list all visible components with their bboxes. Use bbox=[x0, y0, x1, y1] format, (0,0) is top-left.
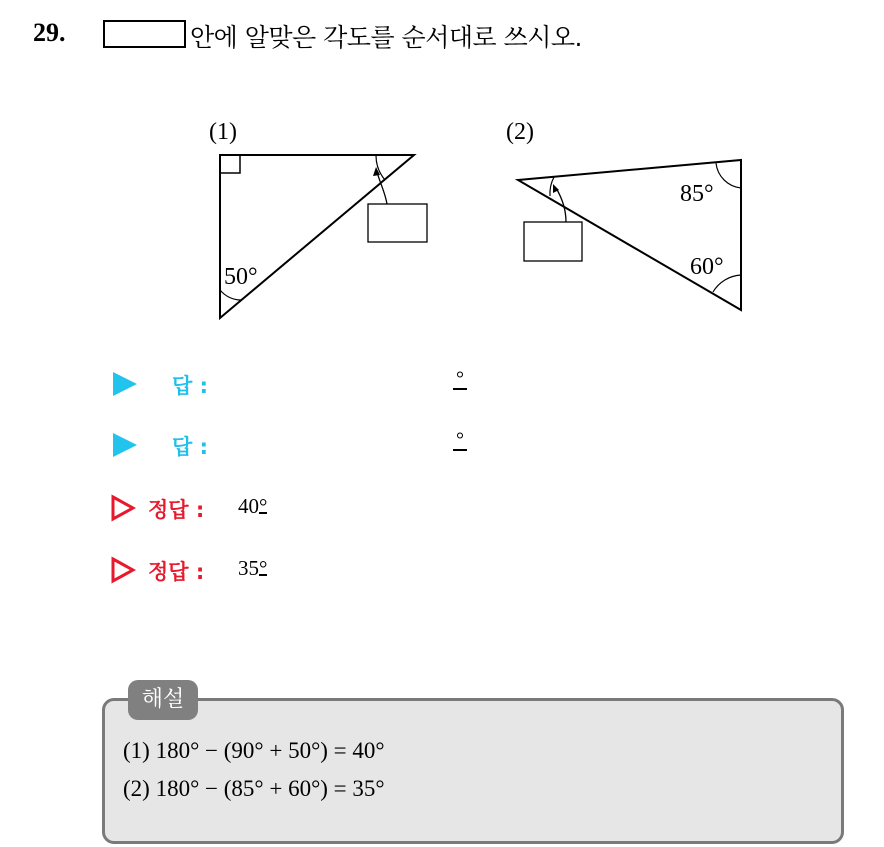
answer-marker-icon bbox=[113, 372, 137, 396]
correct-number-1: 40 bbox=[238, 494, 259, 518]
question-number: 29. bbox=[33, 18, 66, 47]
correct-label-1: 정답 : bbox=[148, 498, 205, 522]
figure-1-label: (1) bbox=[209, 119, 237, 145]
correct-marker-icon bbox=[110, 556, 136, 584]
question-text: 안에 알맞은 각도를 순서대로 쓰시오. bbox=[190, 23, 582, 52]
angle-label-60: 60° bbox=[690, 254, 724, 280]
solution-tab: 해설 bbox=[128, 680, 198, 720]
angle-arc-50 bbox=[220, 290, 241, 300]
solution-box bbox=[102, 698, 844, 844]
correct-value-2 bbox=[238, 556, 267, 581]
answer-marker-icon bbox=[113, 433, 137, 457]
angle-label-85: 85° bbox=[680, 181, 714, 207]
angle-label-50: 50° bbox=[224, 264, 258, 290]
solution-line-1: (1) 180° − (90° + 50°) = 40° bbox=[123, 738, 385, 763]
answer-label-2: 답 : bbox=[172, 435, 208, 459]
answer-label-1: 답 : bbox=[172, 374, 208, 398]
angle-arc-top bbox=[376, 155, 385, 180]
correct-number-2: 35 bbox=[238, 556, 259, 580]
solution-line-2: (2) 180° − (85° + 60°) = 35° bbox=[123, 776, 385, 801]
figure-1 bbox=[220, 155, 427, 318]
unknown-angle-box-1 bbox=[368, 204, 427, 242]
answer-unit-1: ° bbox=[453, 372, 467, 390]
answer-unit-2: ° bbox=[453, 433, 467, 451]
correct-marker-icon bbox=[110, 494, 136, 522]
angle-arc-85 bbox=[716, 163, 741, 188]
figure-2-label: (2) bbox=[506, 119, 534, 145]
correct-label-2: 정답 : bbox=[148, 560, 205, 584]
correct-unit-1: ° bbox=[259, 494, 268, 518]
correct-unit-2: ° bbox=[259, 556, 268, 580]
right-angle-mark bbox=[220, 155, 240, 173]
correct-value-1 bbox=[238, 494, 267, 519]
unknown-angle-box-2 bbox=[524, 222, 582, 261]
